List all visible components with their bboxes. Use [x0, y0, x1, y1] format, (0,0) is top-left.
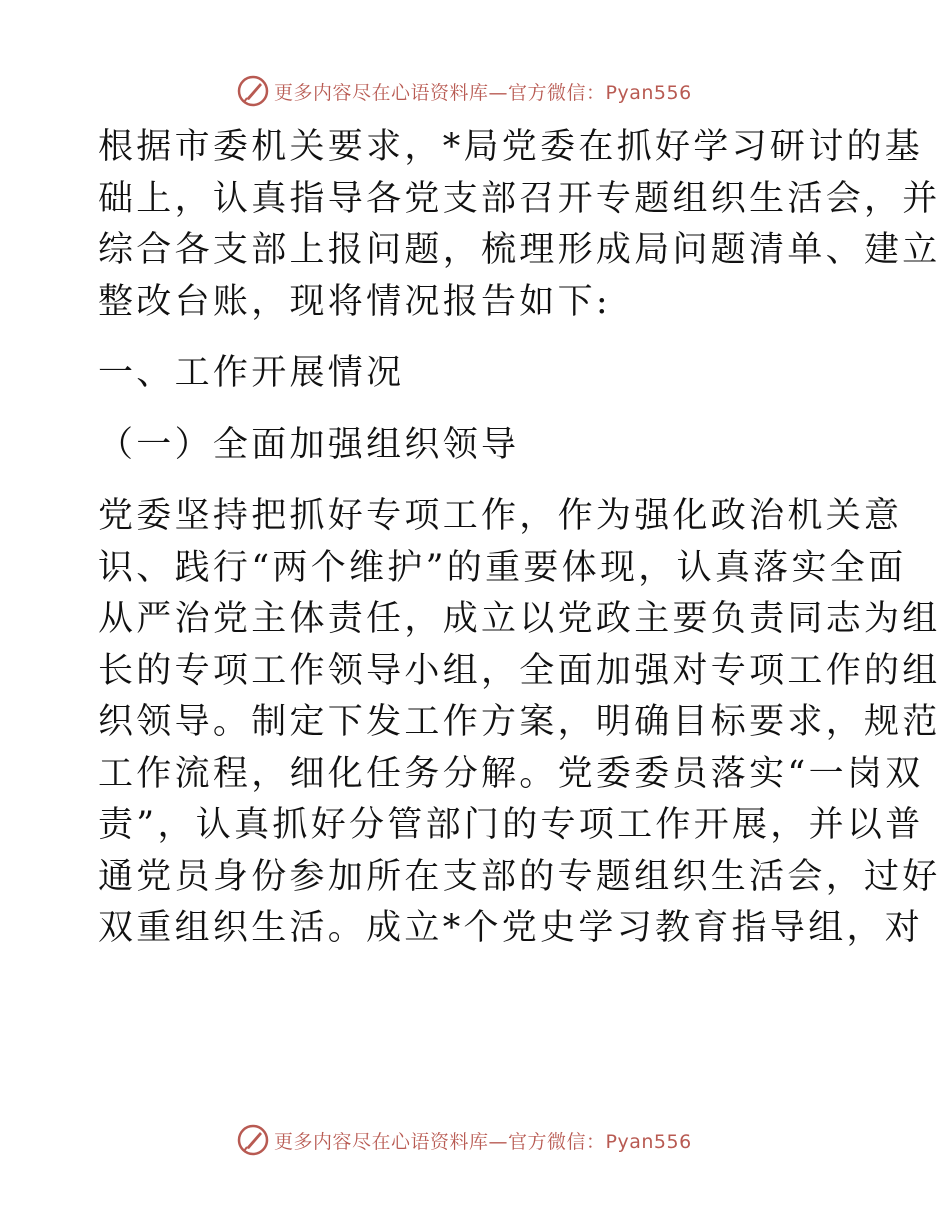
para-line: 党委坚持把抓好专项工作，作为强化政治机关意 [98, 496, 903, 536]
para-line: 双重组织生活。成立*个党史学习教育指导组，对 [98, 908, 924, 948]
quill-pen-circle-icon [236, 74, 270, 108]
intro-line: 整改台账，现将情况报告如下: [98, 281, 611, 322]
section-heading: 一、工作开展情况 [98, 353, 405, 393]
para-line: 织领导。制定下发工作方案，明确目标要求，规范 [98, 702, 941, 742]
para-line: 责”，认真抓好分管部门的专项工作开展，并以普 [98, 805, 924, 845]
intro-line: 础上，认真指导各党支部召开专题组织生活会，并 [98, 178, 941, 219]
quill-pen-circle-icon [236, 1123, 270, 1157]
para-line: 识、践行“两个维护”的重要体现，认真落实全面 [98, 547, 907, 588]
para-line: 工作流程，细化任务分解。党委委员落实“一岗双 [98, 753, 924, 794]
para-line: 长的专项工作领导小组，全面加强对专项工作的组 [98, 650, 941, 691]
subsection-heading: （一）全面加强组织领导 [98, 424, 520, 465]
intro-line: 根据市委机关要求，*局党委在抓好学习研讨的基 [98, 127, 924, 167]
watermark-footer [236, 1123, 692, 1157]
para-line: 通党员身份参加所在支部的专题组织生活会，过好 [98, 856, 941, 897]
watermark-text: 更多内容尽在心语资料库—官方微信：Pyan556 [274, 1130, 692, 1153]
para-line: 从严治党主体责任，成立以党政主要负责同志为组 [98, 599, 941, 639]
watermark-text: 更多内容尽在心语资料库—官方微信：Pyan556 [274, 81, 692, 104]
document-body [98, 122, 941, 955]
intro-line: 综合各支部上报问题，梳理形成局问题清单、建立 [98, 230, 941, 270]
watermark-header [236, 74, 692, 108]
